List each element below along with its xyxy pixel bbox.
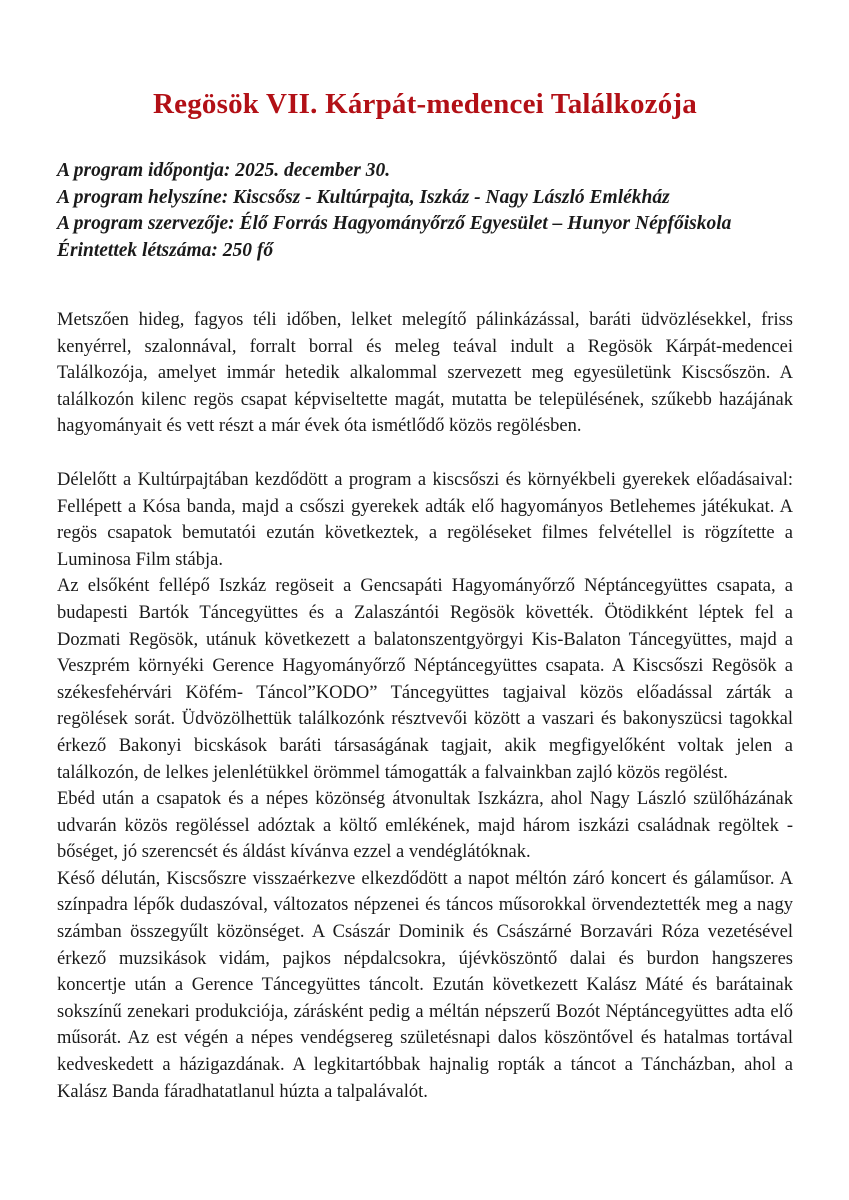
program-location-line: A program helyszíne: Kiscsősz - Kultúrpajta, Iszkáz - Nagy László Emlékház <box>57 186 670 208</box>
paragraph-evening-gala: Késő délután, Kiscsőszre visszaérkezve elkezdődött a napot méltón záró koncert és gálaműsor. A színpadra lépők dudaszóval, változatos népzenei és táncos műsorokkal örvendeztették meg a nagy számban összegyűlt közönséget. A Császár Dominik és Császárné Borzavári Róza vezetésével érkező muzsikások vidám, pajkos népdalcsokra, újévköszöntő dalai és burdon hangszeres koncertje után a Gerence Táncegyüttes táncolt. Ezután következett Kalász Máté és barátainak sokszínű zenekari produkciója, zárásként pedig a méltán népszerű Bozót Néptáncegyüttes adta elő műsorát. Az est végén a népes vendégsereg születésnapi dalos köszöntővel és hatalmas tortával kedveskedett a házigazdának. A legkitartóbbak hajnalig ropták a táncot a Táncházban, ahol a Kalász Banda fáradhatatlanul húzta a talpalávalót. <box>57 868 793 1102</box>
program-info-block <box>57 158 793 264</box>
program-organizer-line: A program szervezője: Élő Forrás Hagyományőrző Egyesület – Hunyor Népfőiskola <box>57 213 732 234</box>
program-date-line: A program időpontja: 2025. december 30. <box>57 160 391 181</box>
document-page <box>0 86 849 1200</box>
program-headcount-line: Érintettek létszáma: 250 fő <box>57 239 274 261</box>
paragraph-intro: Metszően hideg, fagyos téli időben, lelket melegítő pálinkázással, baráti üdvözlésekkel, friss kenyérrel, szalonnával, forralt borral és meleg teával indult a Regösök Kárpát-medencei Találkozója, amelyet immár hetedik alkalommal szervezett meg egyesületünk Kiscsőszön. A találkozón kilenc regös csapat képviseltette magát, mutatta be településének, szűkebb hazájának hagyományait és vett részt a már évek óta ismétlődő közös regölésben. <box>57 310 793 437</box>
paragraph-iszkaz-visit: Ebéd után a csapatok és a népes közönség átvonultak Iszkázra, ahol Nagy László szülőházának udvarán közös regöléssel adóztak a költő emlékének, majd három iszkázi családnak regöltek - bőséget, jó szerencsét és áldást kívánva ezzel a vendéglátóknak. <box>57 789 793 863</box>
page-title: Regösök VII. Kárpát-medencei Találkozója <box>153 88 697 120</box>
document-body <box>57 307 793 1105</box>
paragraph-morning-program: Délelőtt a Kultúrpajtában kezdődött a program a kiscsőszi és környékbeli gyerekek előadásaival: Fellépett a Kósa banda, majd a csőszi gyerekek adták elő hagyományos Betlehemes játékukat. A regös csapatok bemutatói ezután következtek, a regöléseket filmes felvétellel is rögzítette a Luminosa Film stábja. <box>57 469 793 570</box>
paragraph-performing-groups: Az elsőként fellépő Iszkáz regöseit a Gencsapáti Hagyományőrző Néptáncegyüttes csapata, a budapesti Bartók Táncegyüttes és a Zalaszántói Regösök követték. Ötödikként léptek fel a Dozmati Regösök, utánuk következett a balatonszentgyörgyi Kis-Balaton Táncegyüttes, majd a Veszprém környéki Gerence Hagyományőrző Néptáncegyüttes csapata. A Kiscsőszi Regösök a székesfehérvári Köfém- Táncol”KODO” Táncegyüttes tagjaival közös előadással zárták a regölések sorát. Üdvözölhettük találkozónk résztvevői között a vaszari és bakonyszücsi tagokkal érkező Bakonyi bicskások baráti társaságának tagjait, akik megfigyelőként voltak jelen a találkozón, de lelkes jelenlétükkel örömmel támogatták a falvainkban zajló közös regölést. <box>57 576 793 783</box>
